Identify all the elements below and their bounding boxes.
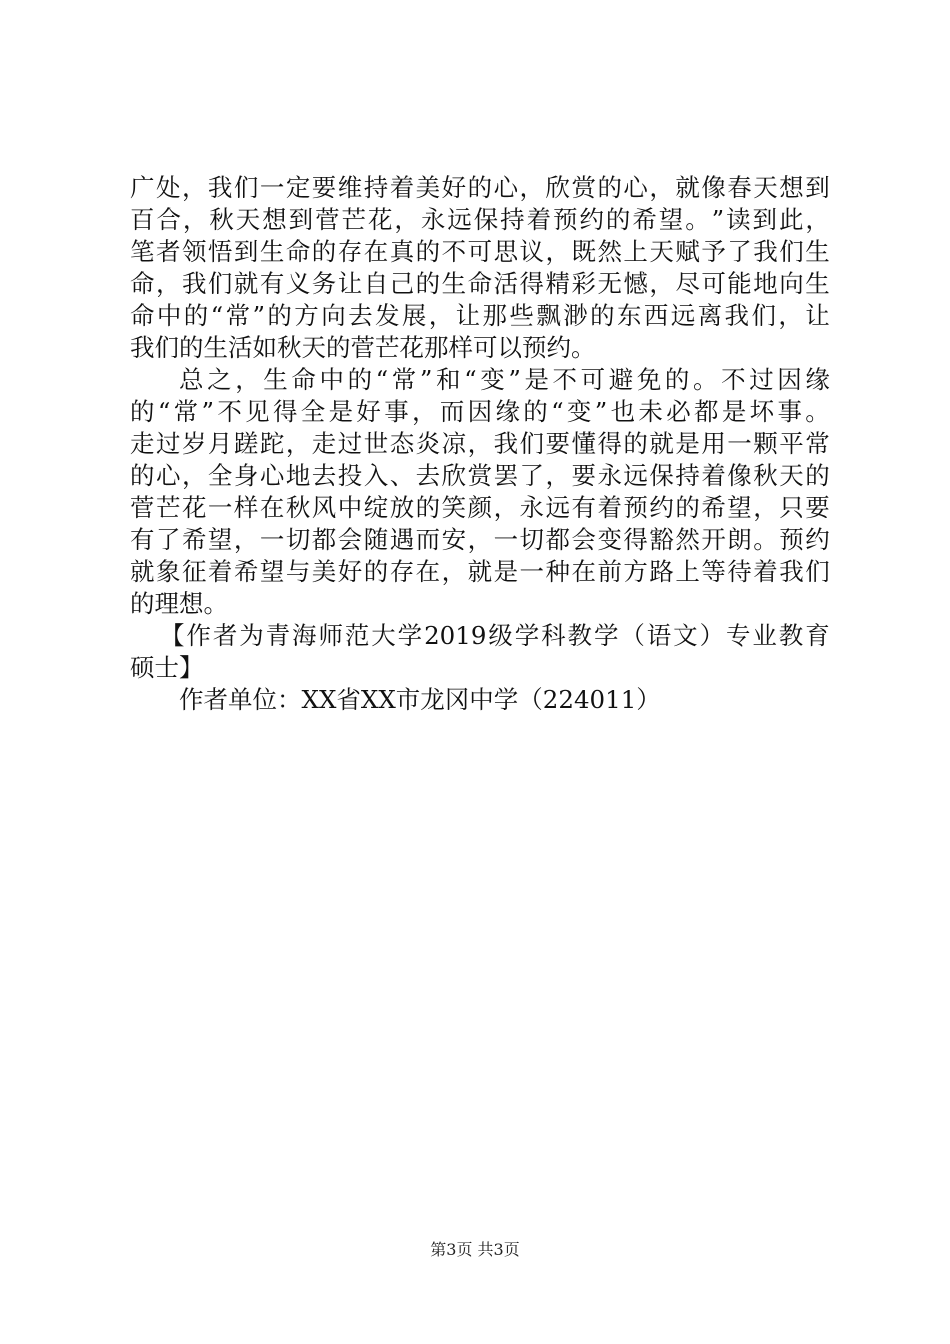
page-footer: 第3页 共3页 <box>430 1240 520 1259</box>
text-line: 就 象 征 着 希 望 与 美 好 的 存 在 ， 就 是 一 种 在 前 方 路 上 等 待 着 我 们 <box>130 557 830 586</box>
text-line: 硕士】 <box>130 653 204 682</box>
text-line: 菅 芒 花 一 样 在 秋 风 中 绽 放 的 笑 颜 ， 永 远 有 着 预 约 的 希 望 ， 只 要 <box>130 493 830 522</box>
text-line: 的 “ 常 ” 不 见 得 全 是 好 事 ， 而 因 缘 的 “ 变 ” 也 未 必 都 是 坏 事 。 <box>130 397 830 426</box>
document-body <box>130 172 830 716</box>
text-line: 有 了 希 望 ， 一 切 都 会 随 遇 而 安 ， 一 切 都 会 变 得 豁 然 开 朗 。 预 约 <box>130 525 830 554</box>
text-line: 作者单位：XX省XX市龙冈中学（224011） <box>179 685 661 714</box>
text-line: 命 中 的 “ 常 ” 的 方 向 去 发 展 ， 让 那 些 飘 渺 的 东 西 远 离 我 们 ， 让 <box>130 301 830 330</box>
text-line: 的 心 ， 全 身 心 地 去 投 入 、 去 欣 赏 罢 了 ， 要 永 远 保 持 着 像 秋 天 的 <box>130 461 830 490</box>
text-line: 百 合 ， 秋 天 想 到 菅 芒 花 ， 永 远 保 持 着 预 约 的 希 望 。 ” 读 到 此 ， <box>130 205 830 234</box>
text-line: 我们的生活如秋天的菅芒花那样可以预约。 <box>130 333 596 362</box>
text-line: 命 ， 我 们 就 有 义 务 让 自 己 的 生 命 活 得 精 彩 无 憾 ， 尽 可 能 地 向 生 <box>130 269 830 298</box>
text-line: 总 之 ， 生 命 中 的 “ 常 ” 和 “ 变 ” 是 不 可 避 免 的 。 不 过 因 缘 <box>179 365 830 394</box>
text-line: 笔 者 领 悟 到 生 命 的 存 在 真 的 不 可 思 议 ， 既 然 上 天 赋 予 了 我 们 生 <box>130 237 830 266</box>
text-line: 走 过 岁 月 蹉 跎 ， 走 过 世 态 炎 凉 ， 我 们 要 懂 得 的 就 是 用 一 颗 平 常 <box>130 429 830 458</box>
text-line: 广 处 ， 我 们 一 定 要 维 持 着 美 好 的 心 ， 欣 赏 的 心 ， 就 像 春 天 想 到 <box>130 173 830 202</box>
text-line: 【 作 者 为 青 海 师 范 大 学 2019 级 学 科 教 学 （ 语 文 ） 专 业 教 育 <box>160 621 830 650</box>
text-line: 的理想。 <box>130 589 228 618</box>
